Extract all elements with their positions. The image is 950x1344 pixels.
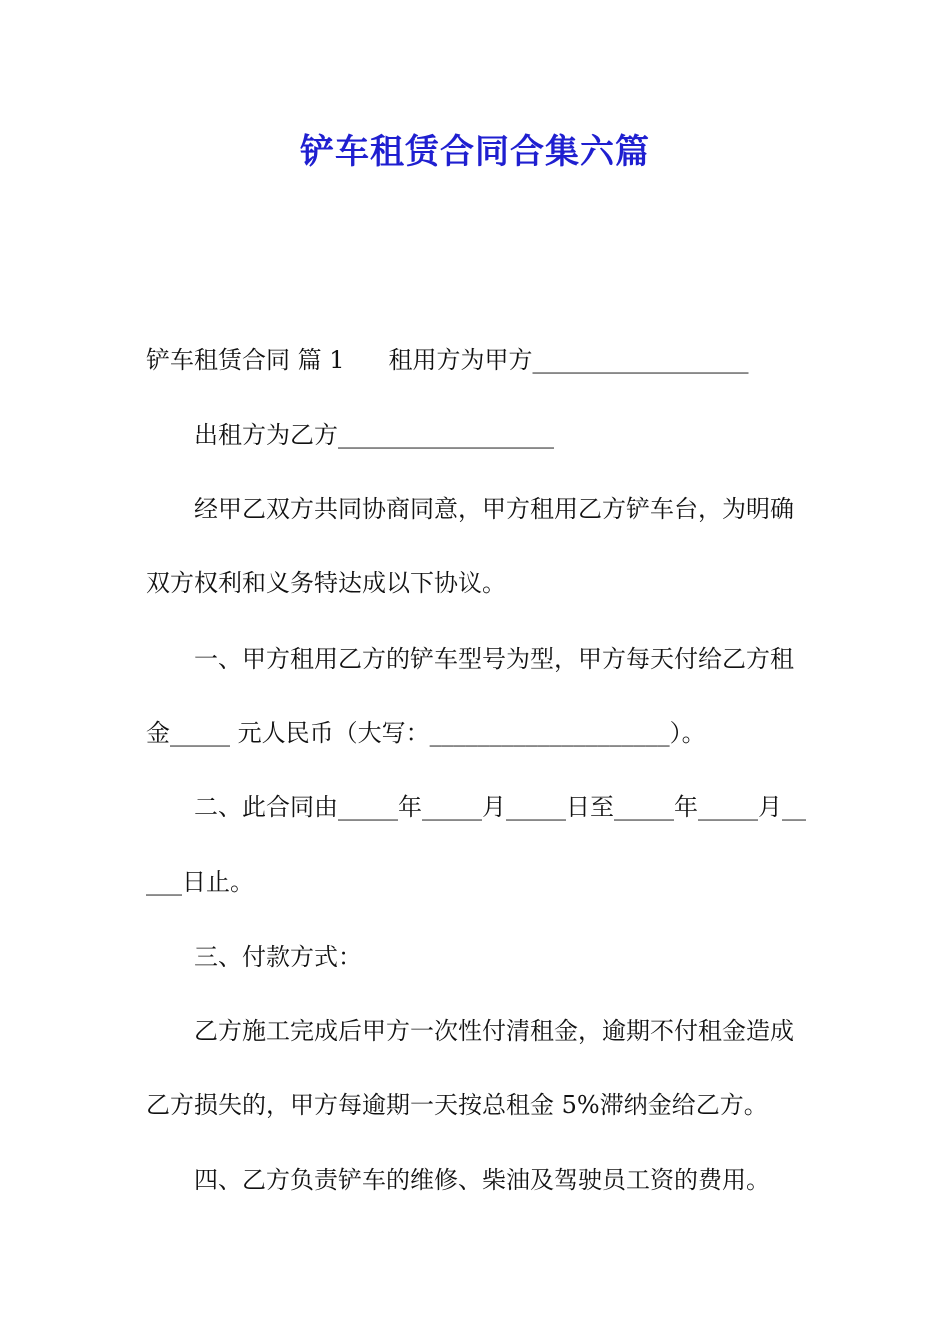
- paragraph-line: 一、甲方租用乙方的铲车型号为型，甲方每天付给乙方租: [194, 645, 794, 673]
- paragraph-line: 金_____ 元人民币（大写：____________________）。: [146, 719, 706, 747]
- section-label: 铲车租赁合同 篇 1: [146, 346, 345, 374]
- paragraph-line: ___日止。: [146, 868, 254, 896]
- paragraph-line: 乙方施工完成后甲方一次性付清租金，逾期不付租金造成: [194, 1017, 794, 1045]
- paragraph-line: 三、付款方式：: [194, 943, 362, 971]
- lessee-line: 租用方为甲方__________________: [388, 346, 749, 374]
- paragraph-line: 二、此合同由_____年_____月_____日至_____年_____月__: [194, 793, 806, 821]
- document-title: 铲车租赁合同合集六篇: [300, 132, 650, 172]
- paragraph-line: 出租方为乙方__________________: [194, 421, 554, 449]
- paragraph-line: 乙方损失的，甲方每逾期一天按总租金 5%滞纳金给乙方。: [146, 1091, 768, 1119]
- paragraph-line: 四、乙方负责铲车的维修、柴油及驾驶员工资的费用。: [194, 1166, 770, 1194]
- paragraph-line: 经甲乙双方共同协商同意，甲方租用乙方铲车台，为明确: [194, 495, 794, 523]
- first-line: [146, 343, 816, 377]
- paragraph-line: 双方权利和义务特达成以下协议。: [146, 569, 506, 597]
